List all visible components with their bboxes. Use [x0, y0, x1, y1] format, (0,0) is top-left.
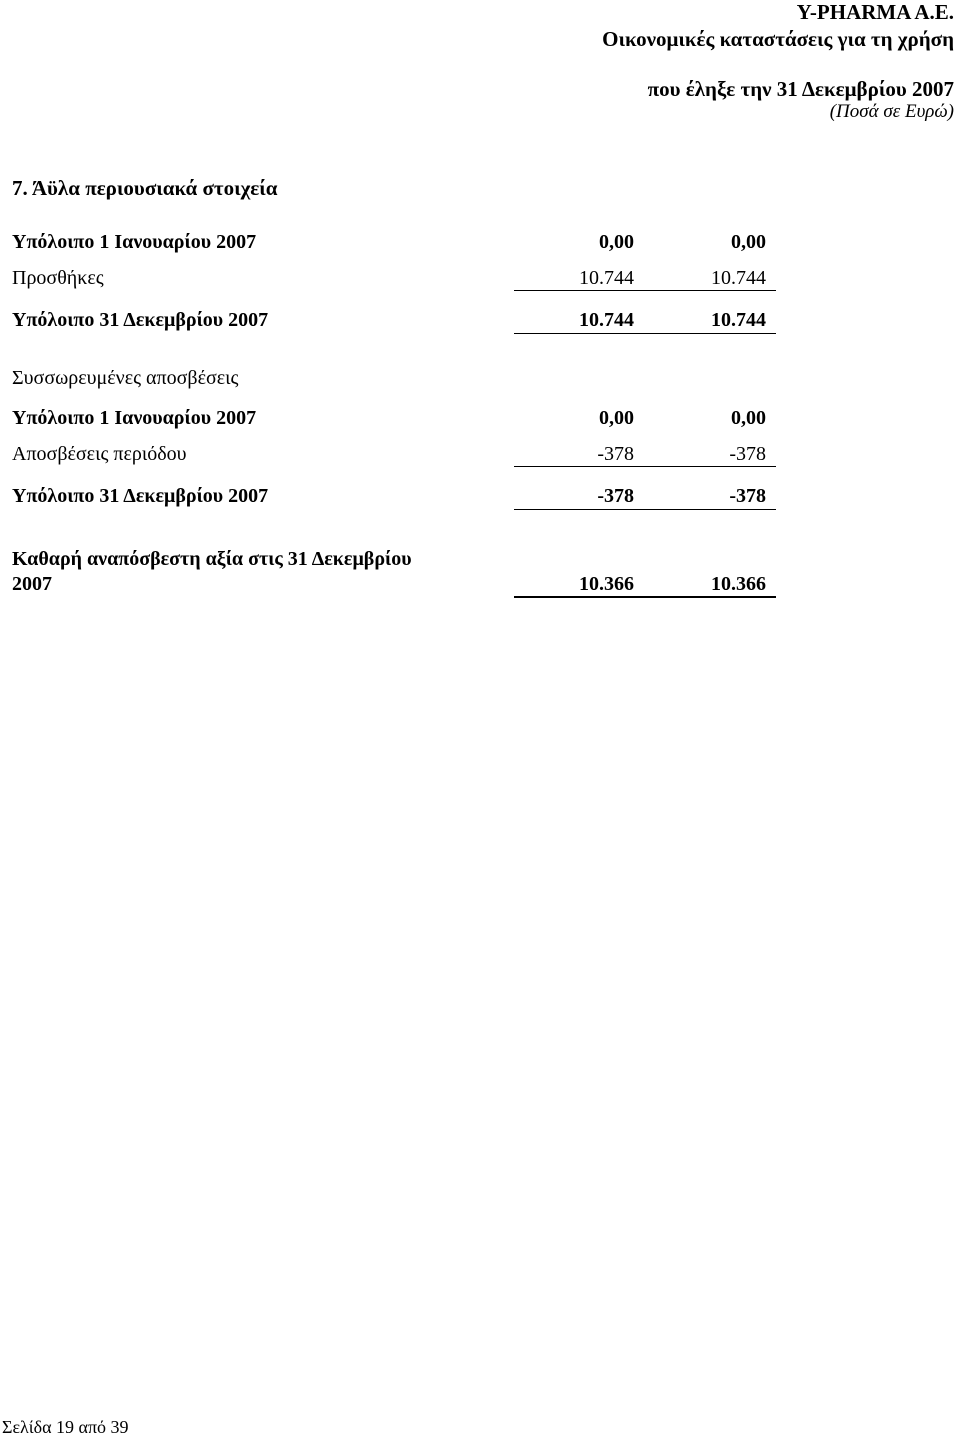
- row-value-col2: 0,00: [731, 231, 766, 253]
- net-book-value-label-year: 2007: [12, 573, 52, 595]
- page-number: Σελίδα 19 από 39: [2, 1417, 129, 1437]
- row-value-col1: -378: [597, 485, 634, 507]
- row-value-col2: -378: [729, 443, 766, 465]
- row-value-col2: 0,00: [731, 407, 766, 429]
- net-book-value-col1: 10.366: [579, 573, 634, 595]
- net-book-value-col2: 10.366: [711, 573, 766, 595]
- row-label: Προσθήκες: [12, 267, 104, 289]
- subtotal-rule: [514, 466, 776, 467]
- final-total-rule: [514, 596, 776, 598]
- row-value-col1: 0,00: [599, 407, 634, 429]
- depreciation-heading: Συσσωρευμένες αποσβέσεις: [12, 367, 239, 389]
- row-value-col1: 10.744: [579, 267, 634, 289]
- total-rule: [514, 333, 776, 334]
- subtotal-rule: [514, 290, 776, 291]
- row-label: Αποσβέσεις περιόδου: [12, 443, 187, 465]
- currency-note: (Ποσά σε Ευρώ): [829, 101, 954, 122]
- net-book-value-label: Καθαρή αναπόσβεστη αξία στις 31 Δεκεμβρίου: [12, 548, 412, 570]
- section-title: 7. Άϋλα περιουσιακά στοιχεία: [12, 176, 278, 200]
- row-value-col1: 0,00: [599, 231, 634, 253]
- row-value-col2: 10.744: [711, 309, 766, 331]
- row-label: Υπόλοιπο 1 Ιανουαρίου 2007: [12, 407, 257, 429]
- company-name: Y-PHARMA A.E.: [796, 0, 954, 24]
- row-value-col2: -378: [729, 485, 766, 507]
- statements-title: Οικονομικές καταστάσεις για τη χρήση: [602, 27, 954, 51]
- row-label: Υπόλοιπο 31 Δεκεμβρίου 2007: [12, 309, 269, 331]
- row-label: Υπόλοιπο 1 Ιανουαρίου 2007: [12, 231, 257, 253]
- row-label: Υπόλοιπο 31 Δεκεμβρίου 2007: [12, 485, 269, 507]
- period-line: που έληξε την 31 Δεκεμβρίου 2007: [647, 77, 954, 101]
- total-rule: [514, 509, 776, 510]
- row-value-col1: -378: [597, 443, 634, 465]
- row-value-col2: 10.744: [711, 267, 766, 289]
- row-value-col1: 10.744: [579, 309, 634, 331]
